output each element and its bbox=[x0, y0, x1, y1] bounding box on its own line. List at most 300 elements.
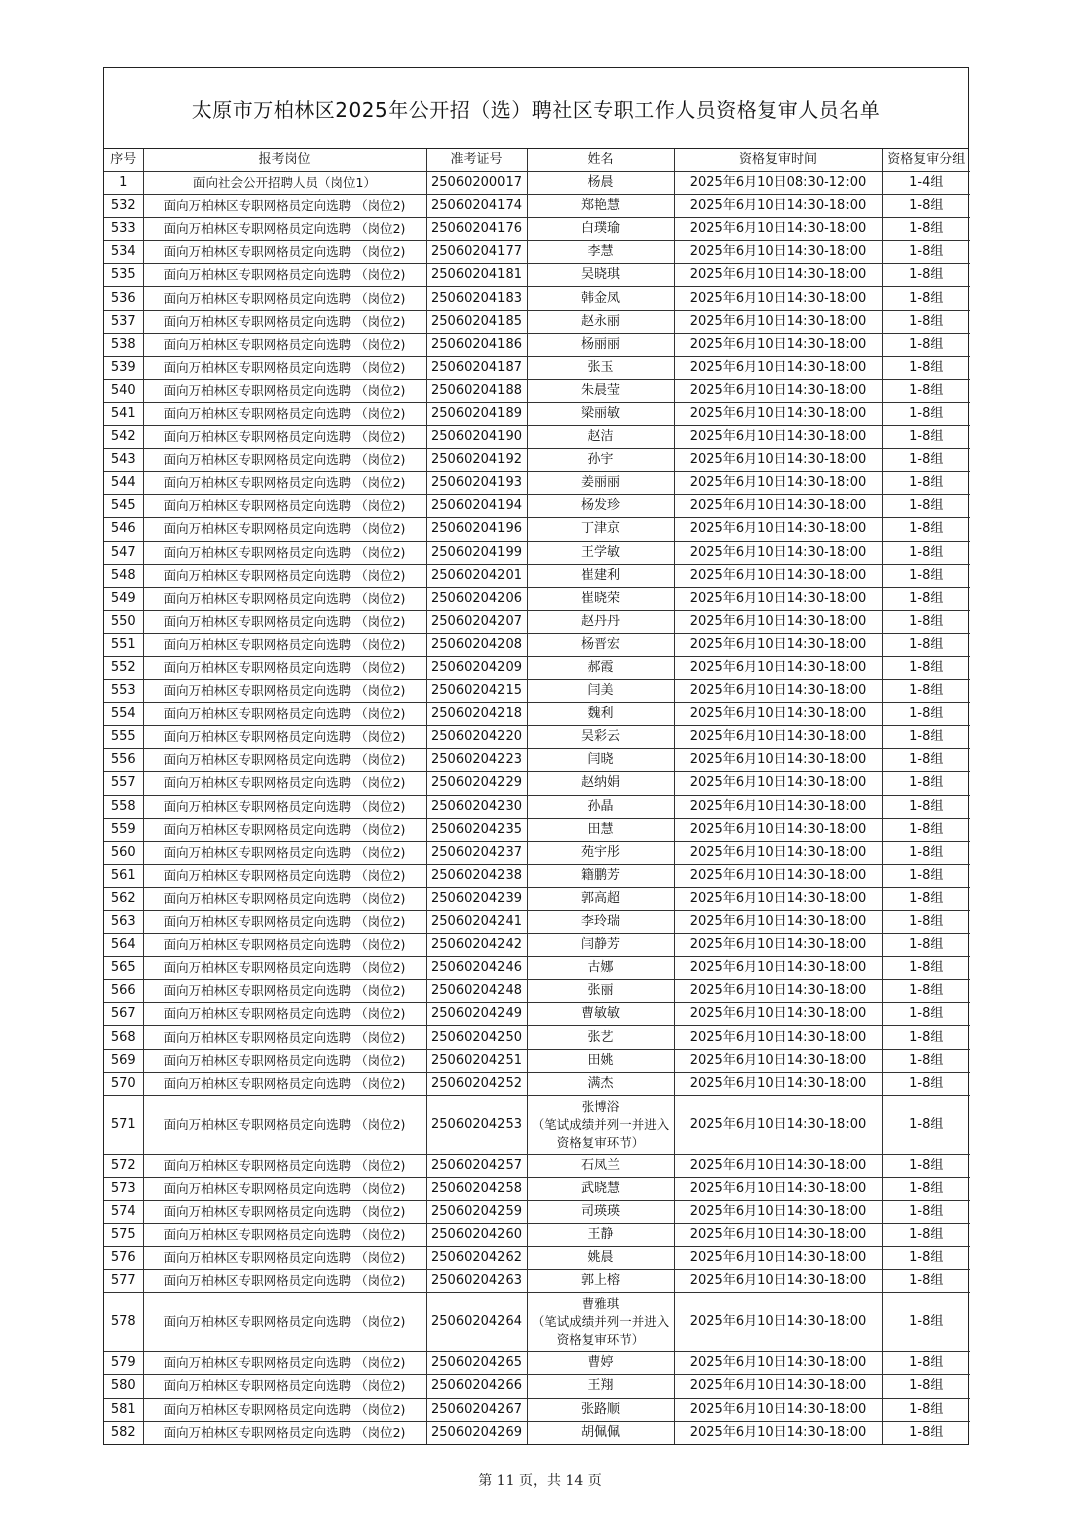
cell-post: 面向万柏林区专职网格员定向选聘 （岗位2) bbox=[143, 1095, 426, 1154]
header-post: 报考岗位 bbox=[143, 149, 426, 172]
cell-review-time: 2025年6月10日14:30-18:00 bbox=[674, 980, 882, 1003]
cell-exam-number: 25060204259 bbox=[426, 1200, 527, 1223]
table-row bbox=[104, 726, 970, 749]
cell-name: 李玲瑞 bbox=[527, 911, 674, 934]
cell-seq: 541 bbox=[104, 402, 143, 425]
cell-review-group: 1-8组 bbox=[882, 333, 970, 356]
cell-seq: 556 bbox=[104, 749, 143, 772]
table-row bbox=[104, 887, 970, 910]
cell-seq: 545 bbox=[104, 495, 143, 518]
cell-review-time: 2025年6月10日14:30-18:00 bbox=[674, 864, 882, 887]
cell-review-group: 1-8组 bbox=[882, 864, 970, 887]
cell-review-group: 1-8组 bbox=[882, 564, 970, 587]
cell-exam-number: 25060204238 bbox=[426, 864, 527, 887]
cell-post: 面向万柏林区专职网格员定向选聘 （岗位2) bbox=[143, 934, 426, 957]
cell-name: 郭高超 bbox=[527, 887, 674, 910]
cell-seq: 555 bbox=[104, 726, 143, 749]
cell-name: 韩金凤 bbox=[527, 287, 674, 310]
cell-name: 张博浴 （笔试成绩并列一并进入 资格复审环节） bbox=[527, 1095, 674, 1154]
table-row bbox=[104, 541, 970, 564]
cell-name: 曹敏敏 bbox=[527, 1003, 674, 1026]
cell-seq: 571 bbox=[104, 1095, 143, 1154]
cell-review-group: 1-8组 bbox=[882, 1177, 970, 1200]
cell-review-time: 2025年6月10日14:30-18:00 bbox=[674, 426, 882, 449]
table-row bbox=[104, 1293, 970, 1352]
cell-review-time: 2025年6月10日14:30-18:00 bbox=[674, 1154, 882, 1177]
cell-exam-number: 25060204196 bbox=[426, 518, 527, 541]
cell-review-group: 1-8组 bbox=[882, 1200, 970, 1223]
table-row bbox=[104, 264, 970, 287]
cell-review-time: 2025年6月10日14:30-18:00 bbox=[674, 656, 882, 679]
cell-review-time: 2025年6月10日14:30-18:00 bbox=[674, 1177, 882, 1200]
cell-name: 崔晓荣 bbox=[527, 587, 674, 610]
cell-review-time: 2025年6月10日14:30-18:00 bbox=[674, 1026, 882, 1049]
cell-review-time: 2025年6月10日14:30-18:00 bbox=[674, 218, 882, 241]
table-row bbox=[104, 703, 970, 726]
document-sheet bbox=[103, 67, 969, 1445]
table-row bbox=[104, 333, 970, 356]
cell-review-time: 2025年6月10日14:30-18:00 bbox=[674, 1200, 882, 1223]
table-row bbox=[104, 1177, 970, 1200]
cell-name: 闫晓 bbox=[527, 749, 674, 772]
table-row bbox=[104, 610, 970, 633]
cell-review-group: 1-8组 bbox=[882, 726, 970, 749]
cell-post: 面向万柏林区专职网格员定向选聘 （岗位2) bbox=[143, 333, 426, 356]
table-row bbox=[104, 287, 970, 310]
cell-review-group: 1-8组 bbox=[882, 356, 970, 379]
cell-post: 面向万柏林区专职网格员定向选聘 （岗位2) bbox=[143, 610, 426, 633]
cell-review-group: 1-8组 bbox=[882, 472, 970, 495]
cell-seq: 553 bbox=[104, 680, 143, 703]
cell-post: 面向万柏林区专职网格员定向选聘 （岗位2) bbox=[143, 195, 426, 218]
table-row bbox=[104, 1095, 970, 1154]
cell-review-group: 1-8组 bbox=[882, 633, 970, 656]
table-row bbox=[104, 402, 970, 425]
cell-seq: 543 bbox=[104, 449, 143, 472]
cell-name: 赵纳娟 bbox=[527, 772, 674, 795]
cell-review-group: 1-8组 bbox=[882, 1003, 970, 1026]
cell-review-time: 2025年6月10日14:30-18:00 bbox=[674, 472, 882, 495]
cell-exam-number: 25060204186 bbox=[426, 333, 527, 356]
cell-seq: 534 bbox=[104, 241, 143, 264]
table-row bbox=[104, 310, 970, 333]
table-row bbox=[104, 195, 970, 218]
cell-review-time: 2025年6月10日14:30-18:00 bbox=[674, 1293, 882, 1352]
cell-exam-number: 25060204206 bbox=[426, 587, 527, 610]
cell-post: 面向万柏林区专职网格员定向选聘 （岗位2) bbox=[143, 772, 426, 795]
cell-seq: 564 bbox=[104, 934, 143, 957]
cell-name: 赵永丽 bbox=[527, 310, 674, 333]
cell-review-group: 1-8组 bbox=[882, 841, 970, 864]
header-exam-number: 准考证号 bbox=[426, 149, 527, 172]
cell-review-group: 1-8组 bbox=[882, 911, 970, 934]
cell-post: 面向万柏林区专职网格员定向选聘 （岗位2) bbox=[143, 726, 426, 749]
cell-review-group: 1-8组 bbox=[882, 610, 970, 633]
cell-review-group: 1-8组 bbox=[882, 1293, 970, 1352]
header-name: 姓名 bbox=[527, 149, 674, 172]
cell-review-group: 1-8组 bbox=[882, 426, 970, 449]
cell-review-time: 2025年6月10日14:30-18:00 bbox=[674, 1049, 882, 1072]
cell-review-time: 2025年6月10日14:30-18:00 bbox=[674, 1072, 882, 1095]
cell-exam-number: 25060204269 bbox=[426, 1421, 527, 1444]
cell-post: 面向万柏林区专职网格员定向选聘 （岗位2) bbox=[143, 541, 426, 564]
cell-review-group: 1-8组 bbox=[882, 1375, 970, 1398]
cell-post: 面向万柏林区专职网格员定向选聘 （岗位2) bbox=[143, 449, 426, 472]
cell-review-group: 1-8组 bbox=[882, 287, 970, 310]
cell-review-group: 1-8组 bbox=[882, 1421, 970, 1444]
cell-post: 面向万柏林区专职网格员定向选聘 （岗位2) bbox=[143, 495, 426, 518]
cell-review-group: 1-8组 bbox=[882, 749, 970, 772]
cell-name: 曹婷 bbox=[527, 1352, 674, 1375]
cell-exam-number: 25060204246 bbox=[426, 957, 527, 980]
cell-review-time: 2025年6月10日14:30-18:00 bbox=[674, 633, 882, 656]
cell-post: 面向社会公开招聘人员（岗位1） bbox=[143, 172, 426, 195]
cell-name: 魏利 bbox=[527, 703, 674, 726]
table-row bbox=[104, 1247, 970, 1270]
cell-post: 面向万柏林区专职网格员定向选聘 （岗位2) bbox=[143, 472, 426, 495]
cell-review-time: 2025年6月10日14:30-18:00 bbox=[674, 680, 882, 703]
cell-exam-number: 25060204218 bbox=[426, 703, 527, 726]
cell-seq: 538 bbox=[104, 333, 143, 356]
cell-review-time: 2025年6月10日14:30-18:00 bbox=[674, 1352, 882, 1375]
cell-post: 面向万柏林区专职网格员定向选聘 （岗位2) bbox=[143, 957, 426, 980]
cell-name: 白璞瑜 bbox=[527, 218, 674, 241]
table-row bbox=[104, 1049, 970, 1072]
cell-exam-number: 25060204249 bbox=[426, 1003, 527, 1026]
cell-seq: 578 bbox=[104, 1293, 143, 1352]
header-review-time: 资格复审时间 bbox=[674, 149, 882, 172]
table-body bbox=[104, 172, 970, 1444]
cell-exam-number: 25060204253 bbox=[426, 1095, 527, 1154]
cell-review-group: 1-8组 bbox=[882, 241, 970, 264]
cell-seq: 577 bbox=[104, 1270, 143, 1293]
cell-exam-number: 25060204188 bbox=[426, 379, 527, 402]
cell-seq: 535 bbox=[104, 264, 143, 287]
table-row bbox=[104, 680, 970, 703]
cell-name: 司瑛瑛 bbox=[527, 1200, 674, 1223]
cell-exam-number: 25060204239 bbox=[426, 887, 527, 910]
cell-review-time: 2025年6月10日14:30-18:00 bbox=[674, 287, 882, 310]
cell-exam-number: 25060204192 bbox=[426, 449, 527, 472]
cell-seq: 554 bbox=[104, 703, 143, 726]
cell-seq: 558 bbox=[104, 795, 143, 818]
cell-post: 面向万柏林区专职网格员定向选聘 （岗位2) bbox=[143, 795, 426, 818]
cell-seq: 580 bbox=[104, 1375, 143, 1398]
cell-exam-number: 25060204189 bbox=[426, 402, 527, 425]
cell-review-time: 2025年6月10日14:30-18:00 bbox=[674, 749, 882, 772]
table-row bbox=[104, 356, 970, 379]
table-row bbox=[104, 841, 970, 864]
cell-exam-number: 25060204185 bbox=[426, 310, 527, 333]
cell-review-group: 1-8组 bbox=[882, 1247, 970, 1270]
cell-seq: 539 bbox=[104, 356, 143, 379]
table-row bbox=[104, 379, 970, 402]
cell-seq: 532 bbox=[104, 195, 143, 218]
cell-exam-number: 25060204190 bbox=[426, 426, 527, 449]
cell-review-group: 1-8组 bbox=[882, 195, 970, 218]
table-row bbox=[104, 934, 970, 957]
cell-exam-number: 25060204183 bbox=[426, 287, 527, 310]
cell-review-time: 2025年6月10日14:30-18:00 bbox=[674, 726, 882, 749]
cell-seq: 579 bbox=[104, 1352, 143, 1375]
table-row bbox=[104, 1270, 970, 1293]
cell-post: 面向万柏林区专职网格员定向选聘 （岗位2) bbox=[143, 1421, 426, 1444]
table-header-row bbox=[104, 149, 970, 172]
cell-name: 姜丽丽 bbox=[527, 472, 674, 495]
cell-seq: 573 bbox=[104, 1177, 143, 1200]
cell-post: 面向万柏林区专职网格员定向选聘 （岗位2) bbox=[143, 980, 426, 1003]
cell-review-time: 2025年6月10日14:30-18:00 bbox=[674, 587, 882, 610]
cell-review-group: 1-8组 bbox=[882, 980, 970, 1003]
cell-name: 苑宇彤 bbox=[527, 841, 674, 864]
table-row bbox=[104, 795, 970, 818]
cell-exam-number: 25060204252 bbox=[426, 1072, 527, 1095]
cell-review-group: 1-8组 bbox=[882, 957, 970, 980]
cell-seq: 552 bbox=[104, 656, 143, 679]
cell-exam-number: 25060204260 bbox=[426, 1224, 527, 1247]
cell-review-group: 1-8组 bbox=[882, 1352, 970, 1375]
cell-post: 面向万柏林区专职网格员定向选聘 （岗位2) bbox=[143, 1177, 426, 1200]
cell-review-group: 1-4组 bbox=[882, 172, 970, 195]
table-row bbox=[104, 1421, 970, 1444]
cell-review-group: 1-8组 bbox=[882, 402, 970, 425]
cell-post: 面向万柏林区专职网格员定向选聘 （岗位2) bbox=[143, 587, 426, 610]
cell-seq: 582 bbox=[104, 1421, 143, 1444]
header-seq: 序号 bbox=[104, 149, 143, 172]
cell-exam-number: 25060204250 bbox=[426, 1026, 527, 1049]
cell-name: 王静 bbox=[527, 1224, 674, 1247]
cell-exam-number: 25060204267 bbox=[426, 1398, 527, 1421]
cell-review-group: 1-8组 bbox=[882, 587, 970, 610]
cell-exam-number: 25060204237 bbox=[426, 841, 527, 864]
cell-name: 张艺 bbox=[527, 1026, 674, 1049]
cell-name: 赵洁 bbox=[527, 426, 674, 449]
cell-exam-number: 25060204199 bbox=[426, 541, 527, 564]
cell-review-group: 1-8组 bbox=[882, 1224, 970, 1247]
cell-exam-number: 25060204265 bbox=[426, 1352, 527, 1375]
cell-name: 王学敏 bbox=[527, 541, 674, 564]
table-row bbox=[104, 449, 970, 472]
cell-seq: 566 bbox=[104, 980, 143, 1003]
cell-name: 杨晨 bbox=[527, 172, 674, 195]
cell-review-time: 2025年6月10日14:30-18:00 bbox=[674, 564, 882, 587]
cell-review-time: 2025年6月10日14:30-18:00 bbox=[674, 541, 882, 564]
cell-review-time: 2025年6月10日14:30-18:00 bbox=[674, 449, 882, 472]
table-row bbox=[104, 518, 970, 541]
table-row bbox=[104, 426, 970, 449]
cell-review-group: 1-8组 bbox=[882, 1270, 970, 1293]
cell-review-time: 2025年6月10日14:30-18:00 bbox=[674, 1224, 882, 1247]
cell-review-group: 1-8组 bbox=[882, 218, 970, 241]
cell-review-time: 2025年6月10日14:30-18:00 bbox=[674, 518, 882, 541]
cell-name: 孙宇 bbox=[527, 449, 674, 472]
cell-name: 吴彩云 bbox=[527, 726, 674, 749]
cell-review-time: 2025年6月10日14:30-18:00 bbox=[674, 911, 882, 934]
cell-name: 石凤兰 bbox=[527, 1154, 674, 1177]
cell-seq: 1 bbox=[104, 172, 143, 195]
cell-seq: 560 bbox=[104, 841, 143, 864]
cell-name: 崔建利 bbox=[527, 564, 674, 587]
cell-name: 杨晋宏 bbox=[527, 633, 674, 656]
cell-name: 武晓慧 bbox=[527, 1177, 674, 1200]
cell-seq: 561 bbox=[104, 864, 143, 887]
table-row bbox=[104, 1375, 970, 1398]
table-row bbox=[104, 587, 970, 610]
cell-post: 面向万柏林区专职网格员定向选聘 （岗位2) bbox=[143, 1072, 426, 1095]
cell-name: 吴晓琪 bbox=[527, 264, 674, 287]
cell-exam-number: 25060204220 bbox=[426, 726, 527, 749]
table-row bbox=[104, 1072, 970, 1095]
cell-review-time: 2025年6月10日14:30-18:00 bbox=[674, 934, 882, 957]
table-row bbox=[104, 633, 970, 656]
cell-exam-number: 25060204207 bbox=[426, 610, 527, 633]
cell-post: 面向万柏林区专职网格员定向选聘 （岗位2) bbox=[143, 1200, 426, 1223]
cell-post: 面向万柏林区专职网格员定向选聘 （岗位2) bbox=[143, 1247, 426, 1270]
cell-post: 面向万柏林区专职网格员定向选聘 （岗位2) bbox=[143, 1293, 426, 1352]
cell-review-group: 1-8组 bbox=[882, 518, 970, 541]
cell-seq: 567 bbox=[104, 1003, 143, 1026]
cell-review-time: 2025年6月10日14:30-18:00 bbox=[674, 703, 882, 726]
cell-review-time: 2025年6月10日14:30-18:00 bbox=[674, 1247, 882, 1270]
cell-name: 郭上榕 bbox=[527, 1270, 674, 1293]
cell-name: 赵丹丹 bbox=[527, 610, 674, 633]
cell-review-group: 1-8组 bbox=[882, 934, 970, 957]
cell-exam-number: 25060204208 bbox=[426, 633, 527, 656]
cell-exam-number: 25060204174 bbox=[426, 195, 527, 218]
table-row bbox=[104, 218, 970, 241]
cell-post: 面向万柏林区专职网格员定向选聘 （岗位2) bbox=[143, 287, 426, 310]
cell-seq: 533 bbox=[104, 218, 143, 241]
table-row bbox=[104, 864, 970, 887]
cell-name: 杨丽丽 bbox=[527, 333, 674, 356]
cell-name: 闫静芳 bbox=[527, 934, 674, 957]
cell-post: 面向万柏林区专职网格员定向选聘 （岗位2) bbox=[143, 1154, 426, 1177]
cell-seq: 581 bbox=[104, 1398, 143, 1421]
cell-exam-number: 25060204242 bbox=[426, 934, 527, 957]
cell-seq: 537 bbox=[104, 310, 143, 333]
table-row bbox=[104, 495, 970, 518]
cell-post: 面向万柏林区专职网格员定向选聘 （岗位2) bbox=[143, 1375, 426, 1398]
cell-seq: 559 bbox=[104, 818, 143, 841]
table-row bbox=[104, 1224, 970, 1247]
table-row bbox=[104, 957, 970, 980]
cell-review-time: 2025年6月10日14:30-18:00 bbox=[674, 333, 882, 356]
document-title: 太原市万柏林区2025年公开招（选）聘社区专职工作人员资格复审人员名单 bbox=[104, 68, 968, 149]
cell-name: 胡佩佩 bbox=[527, 1421, 674, 1444]
cell-review-time: 2025年6月10日14:30-18:00 bbox=[674, 264, 882, 287]
table-row bbox=[104, 241, 970, 264]
cell-seq: 576 bbox=[104, 1247, 143, 1270]
cell-post: 面向万柏林区专职网格员定向选聘 （岗位2) bbox=[143, 1026, 426, 1049]
cell-post: 面向万柏林区专职网格员定向选聘 （岗位2) bbox=[143, 1352, 426, 1375]
cell-post: 面向万柏林区专职网格员定向选聘 （岗位2) bbox=[143, 1003, 426, 1026]
cell-post: 面向万柏林区专职网格员定向选聘 （岗位2) bbox=[143, 518, 426, 541]
cell-exam-number: 25060204176 bbox=[426, 218, 527, 241]
cell-post: 面向万柏林区专职网格员定向选聘 （岗位2) bbox=[143, 680, 426, 703]
cell-post: 面向万柏林区专职网格员定向选聘 （岗位2) bbox=[143, 1049, 426, 1072]
cell-review-time: 2025年6月10日08:30-12:00 bbox=[674, 172, 882, 195]
cell-post: 面向万柏林区专职网格员定向选聘 （岗位2) bbox=[143, 426, 426, 449]
cell-post: 面向万柏林区专职网格员定向选聘 （岗位2) bbox=[143, 656, 426, 679]
table-row bbox=[104, 472, 970, 495]
cell-post: 面向万柏林区专职网格员定向选聘 （岗位2) bbox=[143, 241, 426, 264]
cell-seq: 574 bbox=[104, 1200, 143, 1223]
cell-post: 面向万柏林区专职网格员定向选聘 （岗位2) bbox=[143, 310, 426, 333]
cell-seq: 551 bbox=[104, 633, 143, 656]
cell-name: 王翔 bbox=[527, 1375, 674, 1398]
cell-post: 面向万柏林区专职网格员定向选聘 （岗位2) bbox=[143, 564, 426, 587]
cell-review-time: 2025年6月10日14:30-18:00 bbox=[674, 795, 882, 818]
cell-review-group: 1-8组 bbox=[882, 495, 970, 518]
cell-post: 面向万柏林区专职网格员定向选聘 （岗位2) bbox=[143, 356, 426, 379]
cell-review-group: 1-8组 bbox=[882, 264, 970, 287]
cell-review-time: 2025年6月10日14:30-18:00 bbox=[674, 379, 882, 402]
cell-exam-number: 25060204187 bbox=[426, 356, 527, 379]
cell-post: 面向万柏林区专职网格员定向选聘 （岗位2) bbox=[143, 887, 426, 910]
cell-review-time: 2025年6月10日14:30-18:00 bbox=[674, 1375, 882, 1398]
cell-exam-number: 25060204266 bbox=[426, 1375, 527, 1398]
cell-exam-number: 25060204209 bbox=[426, 656, 527, 679]
cell-review-group: 1-8组 bbox=[882, 1154, 970, 1177]
cell-exam-number: 25060204262 bbox=[426, 1247, 527, 1270]
cell-name: 姚晨 bbox=[527, 1247, 674, 1270]
cell-name: 李慧 bbox=[527, 241, 674, 264]
cell-exam-number: 25060204257 bbox=[426, 1154, 527, 1177]
cell-exam-number: 25060204241 bbox=[426, 911, 527, 934]
cell-exam-number: 25060204194 bbox=[426, 495, 527, 518]
cell-name: 张丽 bbox=[527, 980, 674, 1003]
cell-name: 满杰 bbox=[527, 1072, 674, 1095]
cell-exam-number: 25060204223 bbox=[426, 749, 527, 772]
table-row bbox=[104, 1200, 970, 1223]
cell-exam-number: 25060204229 bbox=[426, 772, 527, 795]
cell-review-time: 2025年6月10日14:30-18:00 bbox=[674, 818, 882, 841]
table-row bbox=[104, 911, 970, 934]
cell-seq: 565 bbox=[104, 957, 143, 980]
cell-review-group: 1-8组 bbox=[882, 656, 970, 679]
cell-exam-number: 25060204258 bbox=[426, 1177, 527, 1200]
cell-review-time: 2025年6月10日14:30-18:00 bbox=[674, 195, 882, 218]
cell-seq: 575 bbox=[104, 1224, 143, 1247]
cell-review-group: 1-8组 bbox=[882, 680, 970, 703]
cell-name: 籍鹏芳 bbox=[527, 864, 674, 887]
cell-seq: 542 bbox=[104, 426, 143, 449]
cell-seq: 570 bbox=[104, 1072, 143, 1095]
cell-name: 闫美 bbox=[527, 680, 674, 703]
cell-review-group: 1-8组 bbox=[882, 887, 970, 910]
cell-exam-number: 25060204263 bbox=[426, 1270, 527, 1293]
cell-review-time: 2025年6月10日14:30-18:00 bbox=[674, 495, 882, 518]
cell-name: 曹雅琪 （笔试成绩并列一并进入 资格复审环节） bbox=[527, 1293, 674, 1352]
cell-post: 面向万柏林区专职网格员定向选聘 （岗位2) bbox=[143, 1270, 426, 1293]
table-row bbox=[104, 656, 970, 679]
cell-exam-number: 25060204181 bbox=[426, 264, 527, 287]
cell-post: 面向万柏林区专职网格员定向选聘 （岗位2) bbox=[143, 703, 426, 726]
table-row bbox=[104, 172, 970, 195]
cell-review-time: 2025年6月10日14:30-18:00 bbox=[674, 1003, 882, 1026]
cell-exam-number: 25060204248 bbox=[426, 980, 527, 1003]
cell-post: 面向万柏林区专职网格员定向选聘 （岗位2) bbox=[143, 402, 426, 425]
cell-review-group: 1-8组 bbox=[882, 1049, 970, 1072]
cell-post: 面向万柏林区专职网格员定向选聘 （岗位2) bbox=[143, 1398, 426, 1421]
cell-name: 郑艳慧 bbox=[527, 195, 674, 218]
cell-name: 杨发珍 bbox=[527, 495, 674, 518]
cell-review-time: 2025年6月10日14:30-18:00 bbox=[674, 957, 882, 980]
cell-review-time: 2025年6月10日14:30-18:00 bbox=[674, 241, 882, 264]
cell-review-time: 2025年6月10日14:30-18:00 bbox=[674, 310, 882, 333]
cell-review-group: 1-8组 bbox=[882, 449, 970, 472]
cell-name: 朱晨莹 bbox=[527, 379, 674, 402]
